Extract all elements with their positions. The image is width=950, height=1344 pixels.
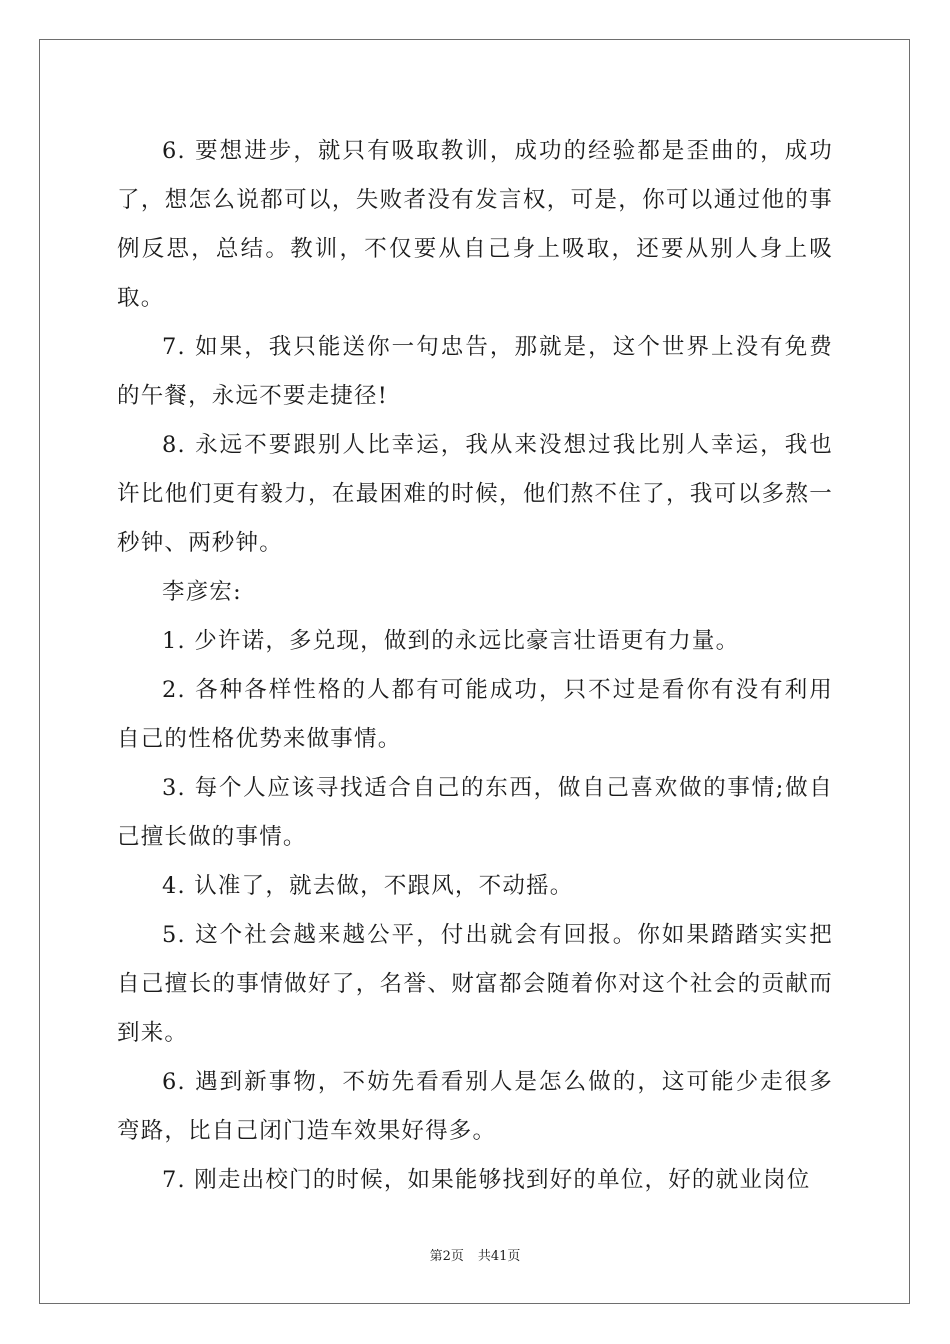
- paragraph: 7. 刚走出校门的时候，如果能够找到好的单位，好的就业岗位: [162, 1167, 811, 1193]
- section-heading: 李彦宏:: [162, 579, 242, 605]
- page-footer: [0, 1248, 950, 1266]
- page-number: 第2页: [429, 1249, 464, 1264]
- page-total: 共41页: [477, 1249, 521, 1264]
- paragraph: 6. 要想进步，就只有吸取教训，成功的经验都是歪曲的，成功了，想怎么说都可以，失败者没有发言权，可是，你可以通过他的事例反思，总结。教训，不仅要从自己身上吸取，还要从别人身上吸取。: [117, 138, 833, 311]
- paragraph: 2. 各种各样性格的人都有可能成功，只不过是看你有没有利用自己的性格优势来做事情。: [117, 677, 833, 752]
- paragraph: 5. 这个社会越来越公平，付出就会有回报。你如果踏踏实实把自己擅长的事情做好了，名誉、财富都会随着你对这个社会的贡献而到来。: [117, 922, 833, 1046]
- paragraph: 1. 少许诺，多兑现，做到的永远比豪言壮语更有力量。: [162, 628, 740, 654]
- paragraph: 4. 认准了，就去做，不跟风，不动摇。: [162, 873, 574, 899]
- paragraph: 3. 每个人应该寻找适合自己的东西，做自己喜欢做的事情;做自己擅长做的事情。: [117, 775, 833, 850]
- paragraph: 6. 遇到新事物，不妨先看看别人是怎么做的，这可能少走很多弯路，比自己闭门造车效果好得多。: [117, 1069, 833, 1144]
- document-body: [117, 127, 833, 1205]
- paragraph: 7. 如果，我只能送你一句忠告，那就是，这个世界上没有免费的午餐，永远不要走捷径!: [117, 334, 833, 409]
- paragraph: 8. 永远不要跟别人比幸运，我从来没想过我比别人幸运，我也许比他们更有毅力，在最困难的时候，他们熬不住了，我可以多熬一秒钟、两秒钟。: [117, 432, 833, 556]
